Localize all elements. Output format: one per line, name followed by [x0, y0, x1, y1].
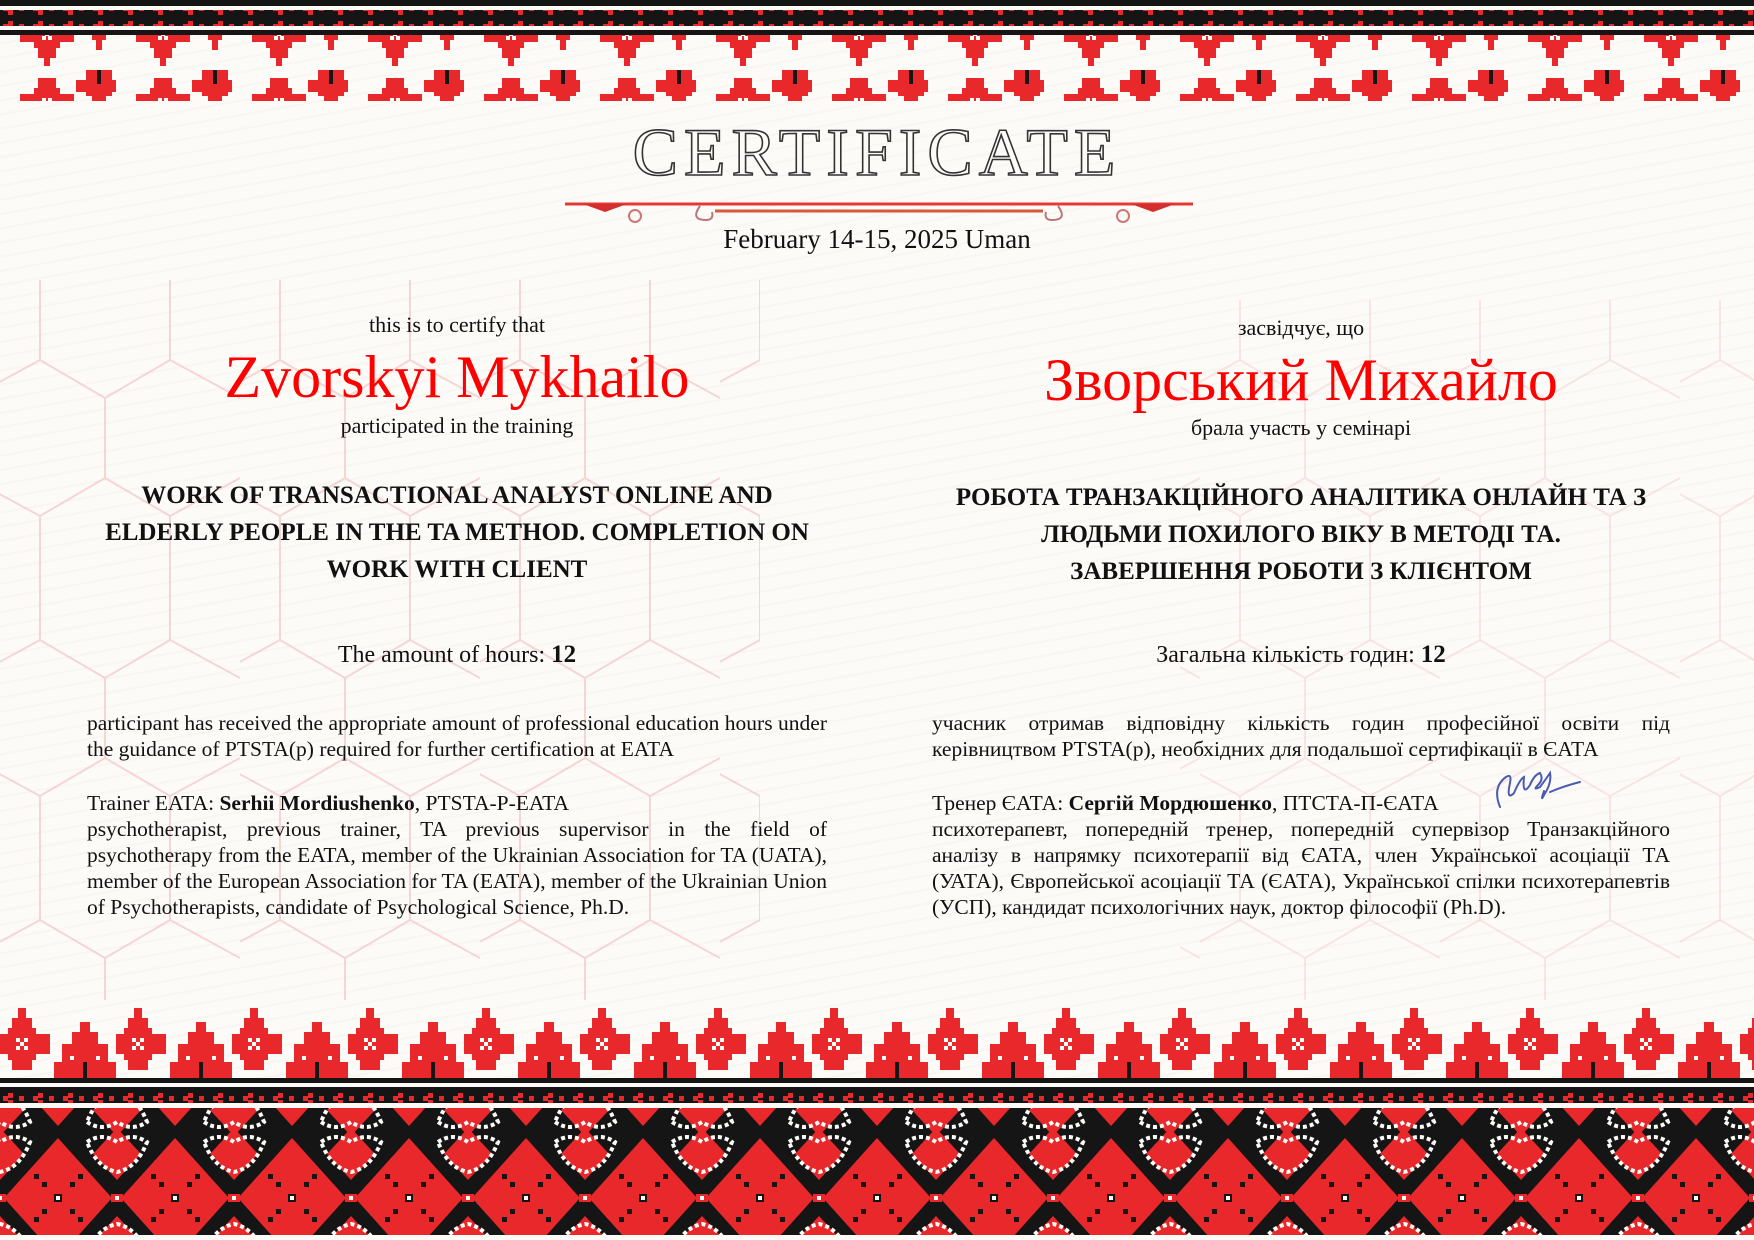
- trainer-credential: , ПТСТА-П-ЄАТА: [1272, 791, 1439, 815]
- trainer-credential: , PTSTA-P-EATA: [414, 791, 570, 815]
- participated-text: participated in the training: [340, 413, 574, 438]
- trainer-bio: psychotherapist, previous trainer, TA previous supervisor in the field of psychotherapy from the EATA, member of the Ukrainian Association for TA (UATA), member of the European Association for TA (EATA), member of the Ukrainian Union of Psychotherapists, candidate of Psychological Science, Ph.D.: [87, 817, 827, 919]
- hours-label: Загальна кількість годин:: [1156, 642, 1415, 668]
- trainer-block: [87, 790, 827, 920]
- decorative-divider-icon: [565, 192, 1193, 228]
- date-location: February 14-15, 2025 Uman: [723, 224, 1031, 254]
- course-title-line: WORK WITH CLIENT: [326, 556, 588, 583]
- statement-text: учасник отримав відповідну кількість годин професійної освіти під керівництвом PTSTA(p), необхідних для подальшої сертифікації в ЄАТА: [932, 711, 1670, 761]
- trainer-label: Trainer EATA:: [87, 791, 215, 815]
- certify-intro: засвідчує, що: [1237, 315, 1365, 340]
- hours-line: [87, 641, 827, 669]
- trainer-line: [87, 790, 827, 816]
- hours-line: [932, 641, 1670, 669]
- course-title-line: WORK OF TRANSACTIONAL ANALYST ONLINE AND: [141, 482, 773, 509]
- participant-name: Зворський Михайло: [1044, 347, 1558, 413]
- certificate-title: CERTIFICATE: [632, 114, 1122, 190]
- trainer-name: Сергій Мордюшенко: [1068, 791, 1273, 815]
- participant-name: Zvorskyi Mykhailo: [224, 344, 690, 410]
- signature-icon: [1480, 762, 1590, 822]
- hours-label: The amount of hours:: [337, 642, 546, 668]
- course-title: [87, 477, 827, 588]
- trainer-name: Serhii Mordiushenko: [219, 791, 415, 815]
- top-embroidery-border: [0, 0, 1754, 105]
- certify-intro: this is to certify that: [369, 312, 545, 337]
- course-title-line: ЗАВЕРШЕННЯ РОБОТИ З КЛІЄНТОМ: [1070, 558, 1532, 585]
- hours-value: 12: [551, 641, 577, 668]
- course-title: [932, 479, 1670, 590]
- hours-value: 12: [1420, 641, 1446, 668]
- course-title-line: РОБОТА ТРАНЗАКЦІЙНОГО АНАЛІТИКА ОНЛАЙН ТА З: [955, 484, 1647, 511]
- trainer-bio: психотерапевт, попередній тренер, попередній супервізор Транзакційного аналізу в напрямку психотерапії від ЄАТА, член Української асоціації ТА (УАТА), Європейської асоціації ТА (ЄАТА), Української спілки психотерапевтів (УСП), кандидат психологічних наук, доктор філософії (Ph.D).: [932, 817, 1670, 919]
- participated-text: брала участь у семінарі: [1190, 415, 1412, 440]
- statement-text: participant has received the appropriate amount of professional education hours under the guidance of PTSTA(p) required for further certification at EATA: [87, 711, 827, 761]
- course-title-line: ELDERLY PEOPLE IN THE TA METHOD. COMPLETION ON: [105, 519, 809, 546]
- trainer-label: Тренер ЄАТА:: [932, 791, 1064, 815]
- course-title-line: ЛЮДЬМИ ПОХИЛОГО ВІКУ В МЕТОДІ ТА.: [1041, 521, 1561, 548]
- bottom-embroidery-border: [0, 1000, 1754, 1240]
